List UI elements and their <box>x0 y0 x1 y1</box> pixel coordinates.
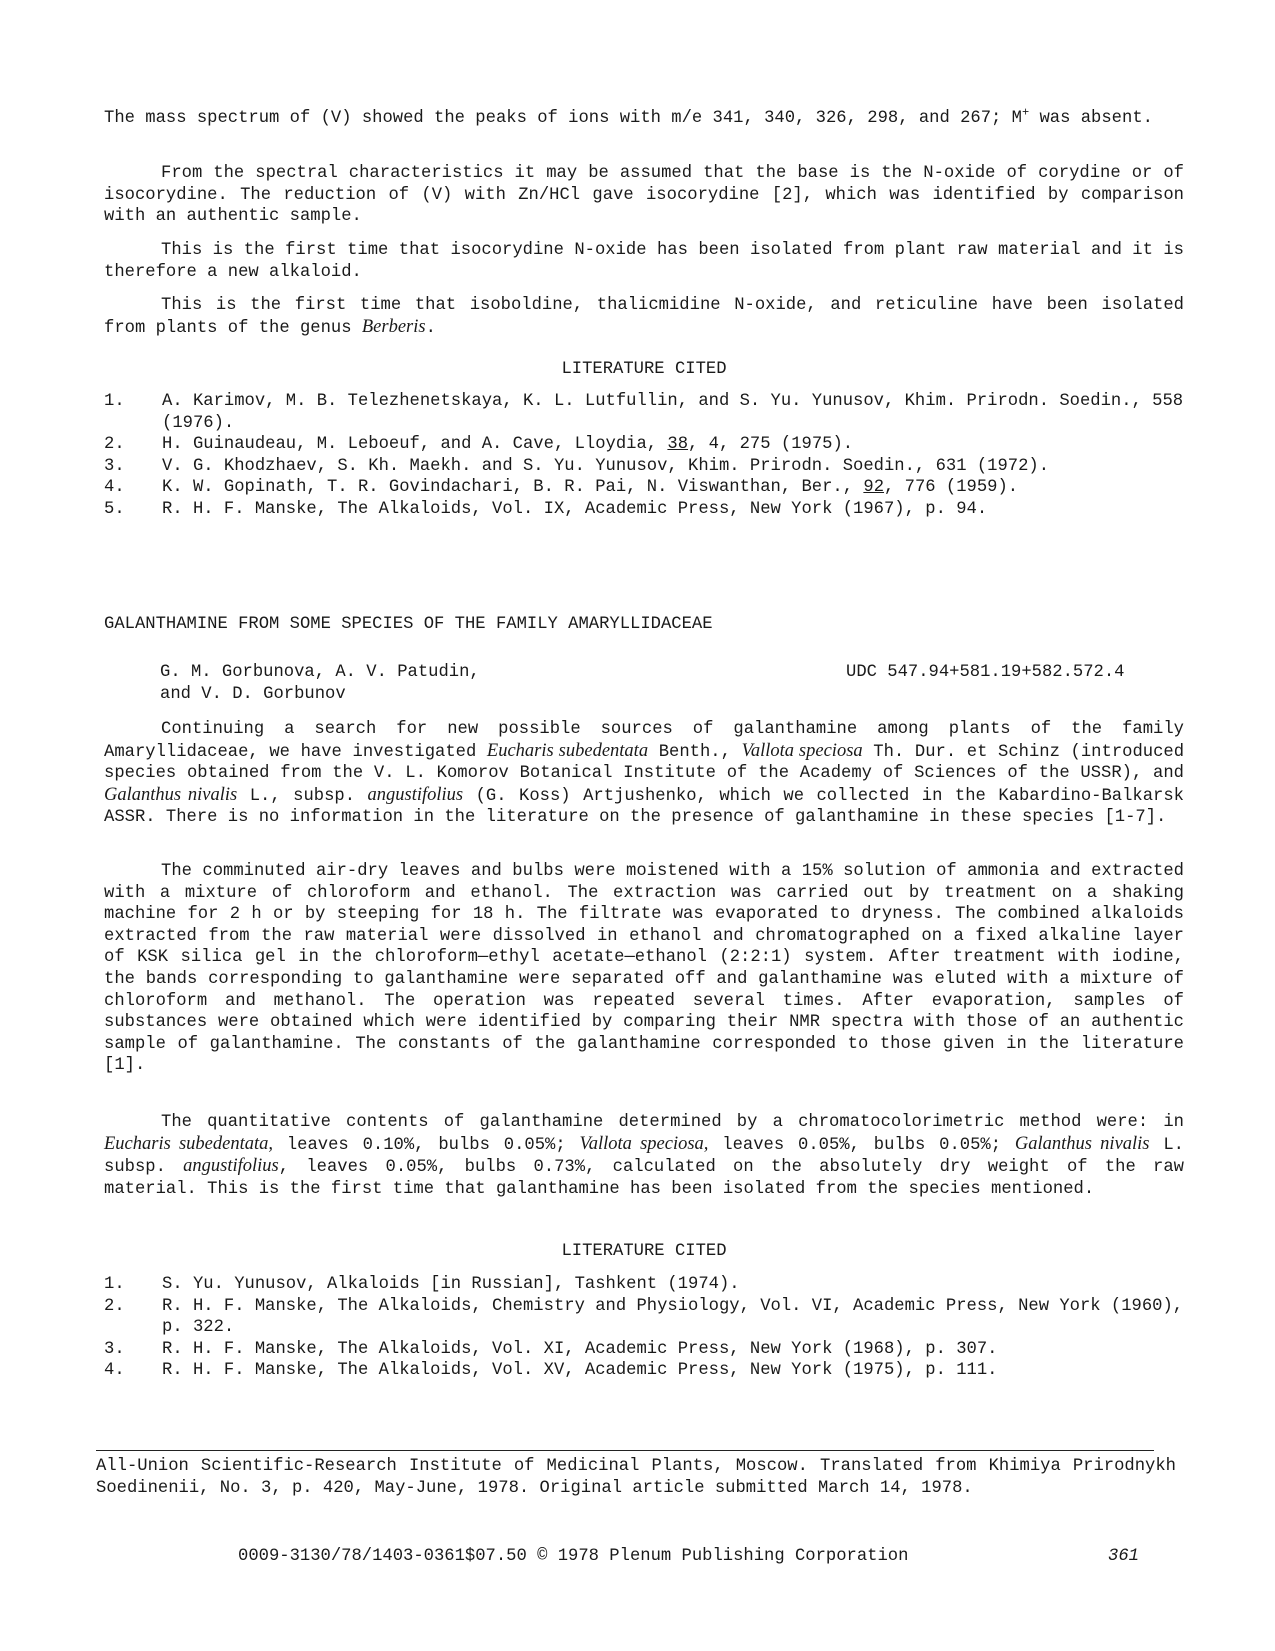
reference-item: 3. V. G. Khodzhaev, S. Kh. Maekh. and S. Yu. Yunusov, Khim. Prirodn. Soedin., 631 (1972). <box>104 456 1050 476</box>
reference-list-1 <box>104 391 1184 521</box>
udc-code: UDC 547.94+581.19+582.572.4 <box>846 663 1125 682</box>
reference-item: 5. R. H. F. Manske, The Alkaloids, Vol. IX, Academic Press, New York (1967), p. 94. <box>104 499 988 519</box>
isoboldine-paragraph: This is the first time that isoboldine, thalicmidine N-oxide, and reticuline have been isolated from plants of the genus Berberis. <box>104 296 1184 338</box>
reference-list-2 <box>104 1274 1184 1382</box>
spectral-paragraph: From the spectral characteristics it may be assumed that the base is the N-oxide of corydine or of isocorydine. The reduction of (V) with Zn/HCl gave isocorydine [2], which was identified by comparison with an authentic sample. <box>104 164 1184 227</box>
footnote-divider <box>96 1450 1154 1451</box>
reference-item: 2. H. Guinaudeau, M. Leboeuf, and A. Cave, Lloydia, 38, 4, 275 (1975). <box>104 435 854 455</box>
authors <box>160 662 480 705</box>
reference-item: 2. R. H. F. Manske, The Alkaloids, Chemistry and Physiology, Vol. VI, Academic Press, New York (1960), p. 322. <box>104 1296 1184 1338</box>
authors-line-2: and V. D. Gorbunov <box>160 684 346 704</box>
reference-item: 3. R. H. F. Manske, The Alkaloids, Vol. XI, Academic Press, New York (1968), p. 307. <box>104 1339 998 1359</box>
reference-item: 1. A. Karimov, M. B. Telezhenetskaya, K. L. Lutfullin, and S. Yu. Yunusov, Khim. Prirodn. Soedin., 558 (1976). <box>104 392 1184 433</box>
isocorydine-paragraph: This is the first time that isocorydine N-oxide has been isolated from plant raw material and it is therefore a new alkaloid. <box>104 241 1184 282</box>
reference-item: 4. R. H. F. Manske, The Alkaloids, Vol. XV, Academic Press, New York (1975), p. 111. <box>104 1361 998 1381</box>
literature-cited-heading-2: LITERATURE CITED <box>561 1242 727 1261</box>
copyright-line: 0009-3130/78/1403-0361$07.50 © 1978 Plenum Publishing Corporation <box>238 1547 909 1566</box>
article-title: GALANTHAMINE FROM SOME SPECIES OF THE FAMILY AMARYLLIDACEAE <box>104 615 713 634</box>
authors-line-1: G. M. Gorbunova, A. V. Patudin, <box>160 663 480 682</box>
footnote: All-Union Scientific-Research Institute of Medicinal Plants, Moscow. Translated from Khimiya Prirodnykh Soedinenii, No. 3, p. 420, May-June, 1978. Original article submitted March 14, 1978. <box>96 1457 1176 1498</box>
methods-paragraph: The comminuted air-dry leaves and bulbs were moistened with a 15% solution of ammonia and extracted with a mixture of chloroform and ethanol. The extraction was carried out by treatment on a shaking machine for 2 h or by steeping for 18 h. The filtrate was evaporated to dryness. The combined alkaloids extracted from the raw material were dissolved in ethanol and chromatographed on a fixed alkaline layer of KSK silica gel in the chloroform—ethyl acetate—ethanol (2:2:1) system. After treatment with iodine, the bands corresponding to galanthamine were separated off and galanthamine was eluted with a mixture of chloroform and methanol. The operation was repeated several times. After evaporation, samples of substances were obtained which were identified by comparing their NMR spectra with those of an authentic sample of galanthamine. The constants of the galanthamine corresponded to those given in the literature [1]. <box>104 862 1184 1076</box>
intro-paragraph: Continuing a search for new possible sources of galanthamine among plants of the family Amaryllidaceae, we have investigated Eucharis subedentata Benth., Vallota speciosa Th. Dur. et Schinz (introduced species obtained from the V. L. Komorov Botanical Institute of the Academy of Sciences of the USSR), and Galanthus nivalis L., subsp. angustifolius (G. Koss) Artjushenko, which we collected in the Kabardino-Balkarsk ASSR. There is no information in the literature on the presence of galanthamine in these species [1-7]. <box>104 720 1185 828</box>
results-paragraph: The quantitative contents of galanthamine determined by a chromatocolorimetric method were: in Eucharis subedentata, leaves 0.10%, bulbs 0.05%; Vallota speciosa, leaves 0.05%, bulbs 0.05%; Galanthus nivalis L. subsp. angustifolius, leaves 0.05%, bulbs 0.73%, calculated on the absolutely dry weight of the raw material. This is the first time that galanthamine has been isolated from the species mentioned. <box>104 1113 1184 1199</box>
page-number: 361 <box>1108 1547 1139 1566</box>
literature-cited-heading: LITERATURE CITED <box>561 360 727 379</box>
reference-item: 4. K. W. Gopinath, T. R. Govindachari, B. R. Pai, N. Viswanthan, Ber., 92, 776 (1959). <box>104 478 1019 498</box>
mass-spectrum-paragraph: The mass spectrum of (V) showed the peaks of ions with m/e 341, 340, 326, 298, and 267; M+ was absent. <box>104 105 1153 128</box>
reference-item: 1. S. Yu. Yunusov, Alkaloids [in Russian], Tashkent (1974). <box>104 1275 740 1294</box>
